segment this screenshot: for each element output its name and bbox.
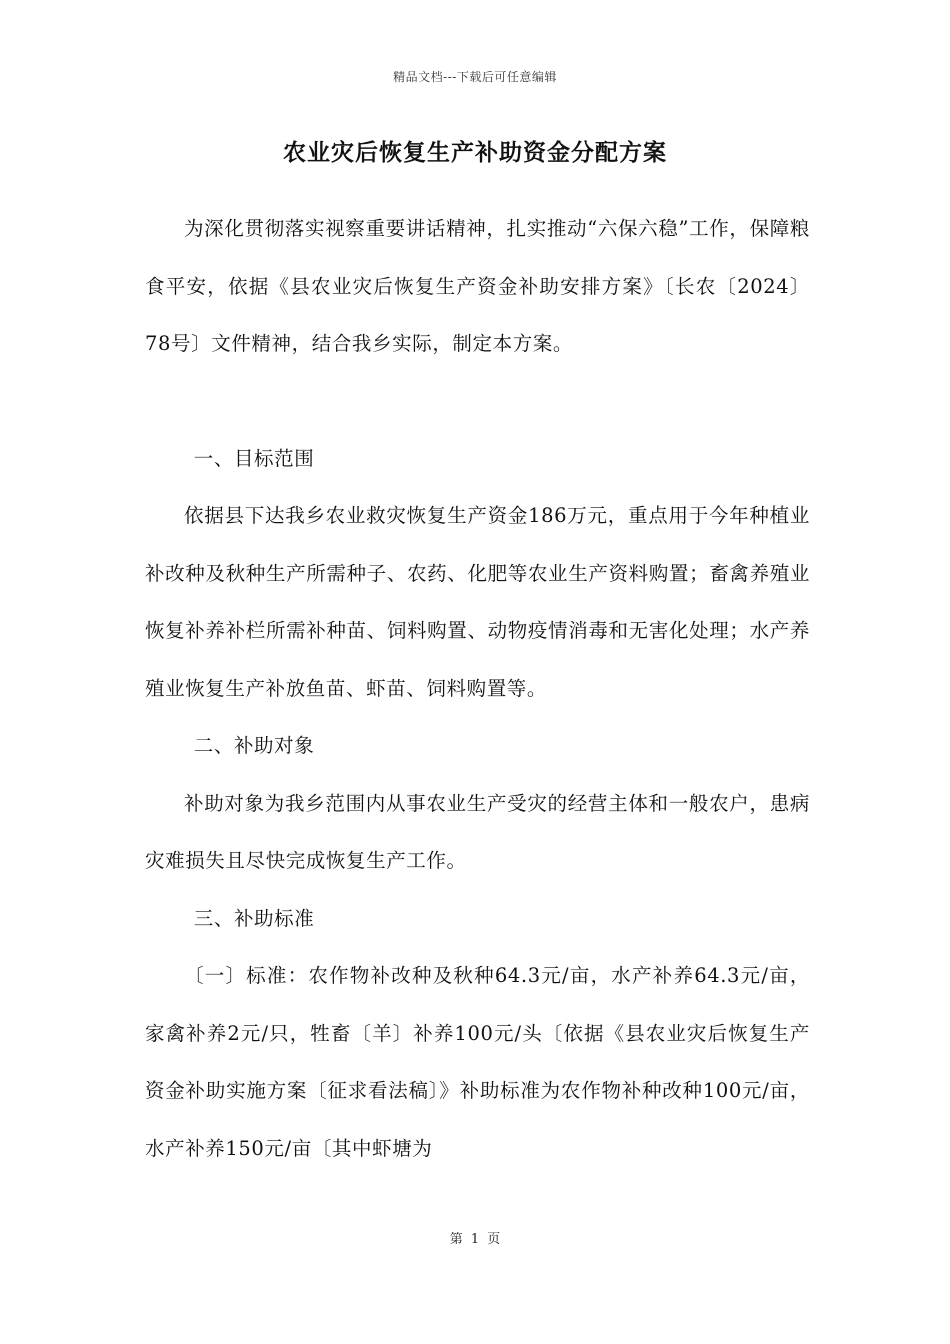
section-heading-targets: 二、补助对象 (193, 734, 315, 757)
page-number: 第 1 页 (449, 1232, 501, 1247)
standards-paragraph: 〔一〕标准：农作物补改种及秋种64.3元/亩，水产补养64.3元/亩，家禽补养2元/只，牲畜〔羊〕补养100元/头〔依据《县农业灾后恢复生产资金补助实施方案〔征求看法稿〕》补助标准为农作物补种改种100元/亩，水产补养150元/亩〔其中虾塘为 (145, 964, 810, 1160)
document-body (145, 200, 810, 1177)
scope-paragraph: 依据县下达我乡农业救灾恢复生产资金186万元，重点用于今年种植业补改种及秋种生产所需种子、农药、化肥等农业生产资料购置；畜禽养殖业恢复补养补栏所需补种苗、饲料购置、动物疫情消毒和无害化处理；水产养殖业恢复生产补放鱼苗、虾苗、饲料购置等。 (145, 504, 810, 700)
intro-paragraph: 为深化贯彻落实视察重要讲话精神，扎实推动“六保六稳”工作，保障粮食平安，依据《县农业灾后恢复生产资金补助安排方案》〔长农〔2024〕78号〕文件精神，结合我乡实际，制定本方案。 (145, 217, 810, 355)
header-note: 精品文档---下载后可任意编辑 (393, 70, 557, 84)
document-title: 农业灾后恢复生产补助资金分配方案 (283, 139, 667, 166)
section-heading-standards: 三、补助标准 (193, 906, 315, 930)
section-heading-scope: 一、目标范围 (193, 446, 315, 470)
targets-paragraph: 补助对象为我乡范围内从事农业生产受灾的经营主体和一般农户，患病灾难损失且尽快完成恢复生产工作。 (145, 791, 810, 872)
